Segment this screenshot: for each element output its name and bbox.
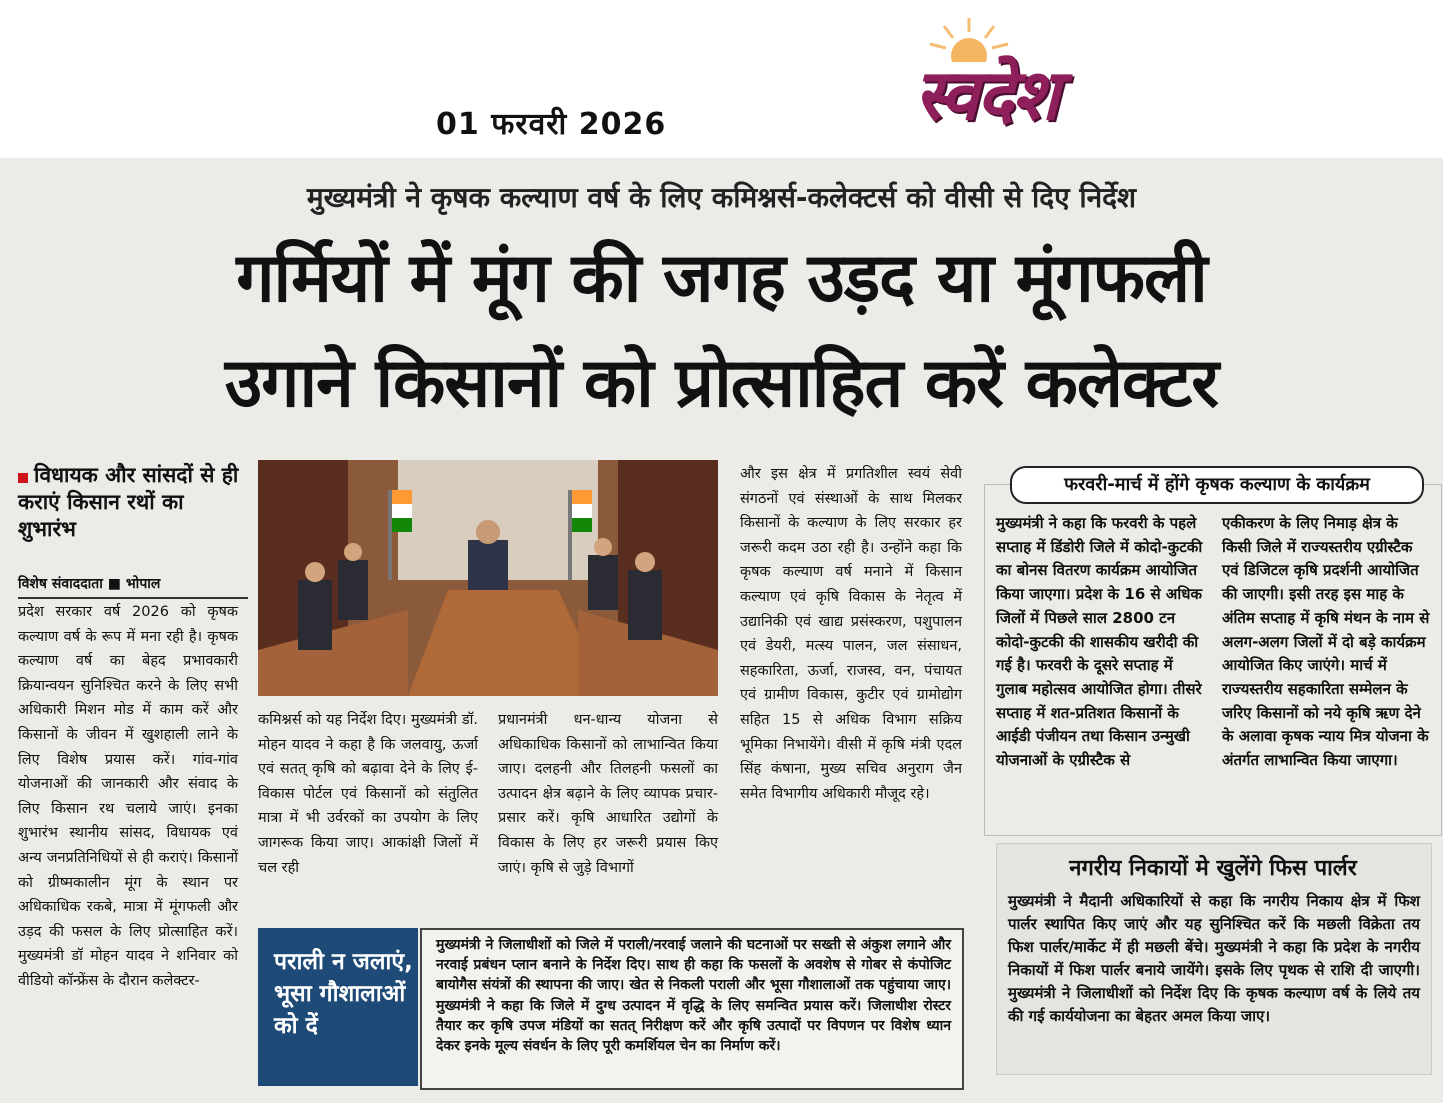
headline-line-1: गर्मियों में मूंग की जगह उड़द या मूंगफली: [236, 239, 1207, 318]
events-box-title: फरवरी-मार्च में होंगे कृषक कल्याण के कार्यक्रम: [1010, 466, 1424, 504]
article-column-1: प्रदेश सरकार वर्ष 2026 को कृषक कल्याण वर्ष के रूप में मना रही है। कृषक कल्याण वर्ष का बेहद प्रभावकारी क्रियान्वयन सुनिश्चित करने के लिए सभी अधिकारी मिशन मोड में काम करें और किसानों के जीवन में खुशहाली लाने के लिए विशेष प्रयास करें। गांव-गांव योजनाओं की जानकारी और संवाद के लिए किसान रथ चलाये जाएं। इनका शुभारंभ स्थानीय सांसद, विधायक एवं अन्य जनप्रतिनिधियों से ही कराएं। किसानों को ग्रीष्मकालीन मूंग के स्थान पर अधिकाधिक रकबे, मात्रा में मूंगफली और उड़द की फसल के लिए प्रोत्साहित करें। मुख्यमंत्री डॉ मोहन यादव ने शनिवार को वीडियो कॉन्फ्रेंस के दौरान कलेक्टर-: [18, 604, 238, 989]
article-column-3: प्रधानमंत्री धन-धान्य योजना से अधिकाधिक किसानों को लाभान्वित किया जाए। दलहनी और तिलहनी फसलों का उत्पादन क्षेत्र बढ़ाने के लिए व्यापक प्रचार-प्रसार करें। कृषि आधारित उद्योगों के विकास के लिए हर जरूरी प्रयास किए जाएं। कृषि से जुड़े विभागों: [498, 712, 718, 876]
subheadline: [18, 462, 248, 543]
headline-line-2: उगाने किसानों को प्रोत्साहित करें कलेक्टर: [224, 344, 1219, 423]
events-box-right-text: एकीकरण के लिए निमाड़ क्षेत्र के किसी जिले में राज्यस्तरीय एग्रीस्टैक एवं डिजिटल कृषि प्रदर्शनी आयोजित की जाएगी। इसी तरह इस माह के अंतिम सप्ताह में कृषि मंथन के नाम से अलग-अलग जिलों में दो बड़े कार्यक्रम आयोजित किए जाएंगे। मार्च में राज्यस्तरीय सहकारिता सम्मेलन के जरिए किसानों को नये कृषि ऋण देने के अलावा कृषक न्याय मित्र योजना के अंतर्गत लाभान्वित किया जाएगा।: [1222, 514, 1430, 770]
parali-title: पराली न जलाएं, भूसा गौशालाओं को दें: [274, 949, 413, 1039]
subheadline-text: विधायक और सांसदों से ही कराएं किसान रथों का शुभारंभ: [18, 463, 239, 541]
newspaper-logo: [776, 16, 1196, 150]
masthead: [0, 0, 1443, 158]
article-column-2: कमिश्नर्स को यह निर्देश दिए। मुख्यमंत्री डॉ. मोहन यादव ने कहा है कि जलवायु, ऊर्जा एवं सतत् कृषि को बढ़ावा देने के लिए ई-विकास पोर्टल एवं किसानों को संतुलित मात्रा में भी उर्वरकों का उपयोग के लिए जागरूक किया जाए। आकांक्षी जिलों में चल रही: [258, 712, 478, 876]
fish-parlour-title: नगरीय निकायों मे खुलेंगे फिस पार्लर: [1069, 856, 1357, 881]
bullet-square-icon: [18, 473, 28, 483]
events-box-left-text: मुख्यमंत्री ने कहा कि फरवरी के पहले सप्ताह में डिंडोरी जिले में कोदो-कुटकी का बोनस वितरण कार्यक्रम आयोजित किया जाएगा। प्रदेश के 16 से अधिक जिलों में पिछले साल 2800 टन कोदो-कुटकी की शासकीय खरीदी की गई है। फरवरी के दूसरे सप्ताह में गुलाब महोत्सव आयोजित होगा। तीसरे सप्ताह में शत-प्रतिशत किसानों के आईडी पंजीयन तथा किसान उन्मुखी योजनाओं के एग्रीस्टैक से: [996, 514, 1203, 770]
article-column-4: और इस क्षेत्र में प्रगतिशील स्वयं सेवी संगठनों एवं संस्थाओं के साथ मिलकर किसानों के कल्याण के लिए सरकार हर जरूरी कदम उठा रही है। उन्होंने कहा कि कृषक कल्याण वर्ष मनाने में किसान कल्याण एवं कृषि विकास के नेतृत्व में उद्यानिकी एवं खाद्य प्रसंस्करण, पशुपालन एवं डेयरी, मत्स्य पालन, जल संसाधन, सहकारिता, ऊर्जा, राजस्व, वन, पंचायत एवं ग्रामीण विकास, कुटीर एवं ग्रामोद्योग सहित 15 से अधिक विभाग सक्रिय भूमिका निभायेंगे। वीसी में कृषि मंत्री एदल सिंह कंषाना, मुख्य सचिव अनुराग जैन समेत विभागीय अधिकारी मौजूद रहे।: [740, 466, 962, 802]
publication-date: 01 फरवरी 2026: [436, 107, 667, 142]
fish-parlour-text: मुख्यमंत्री ने मैदानी अधिकारियों से कहा कि नगरीय निकाय क्षेत्र में फिश पार्लर स्थापित किए जाएं और यह सुनिश्चित करें कि मछली विक्रेता तय फिश पार्लर/मार्केट में ही मछली बेंचे। मुख्यमंत्री ने कहा कि प्रदेश के नगरीय निकायों में फिश पार्लर बनाये जायेंगे। इसके लिए पृथक से राशि दी जाएगी। मुख्यमंत्री ने जिलाधीशों को निर्देश दिए कि कृषक कल्याण वर्ष के लिये तय की गई कार्ययोजना का बेहतर अमल किया जाए।: [1008, 892, 1420, 1025]
parali-text: मुख्यमंत्री ने जिलाधीशों को जिले में पराली/नरवाई जलाने की घटनाओं पर सख्ती से अंकुश लगाने और नरवाई प्रबंधन प्लान बनाने के निर्देश दिए। साथ ही कहा कि फसलों के अवशेष से गोबर से कंपोजिट बायोगैस संयंत्रों की स्थापना की जाए। खेत से निकली पराली और भूसा गौशालाओं तक पहुंचाया जाए। मुख्यमंत्री ने कहा कि जिले में दुग्ध उत्पादन में वृद्धि के लिए समन्वित प्रयास करें। जिलाधीश रोस्टर तैयार कर कृषि उपज मंडियों का सतत् निरीक्षण करें और कृषि उत्पादों पर विपणन पर विशेष ध्यान देकर इनके मूल्य संवर्धन के लिए पूरी कमर्शियल चेन का निर्माण करें।: [436, 937, 951, 1055]
meeting-photo: [258, 460, 718, 696]
parali-title-box: [258, 928, 418, 1086]
strapline: मुख्यमंत्री ने कृषक कल्याण वर्ष के लिए कमिश्नर्स-कलेक्टर्स को वीसी से दिए निर्देश: [306, 181, 1137, 214]
byline: विशेष संवाददाता ■ भोपाल: [18, 574, 248, 599]
logo-text: स्वदेश: [914, 54, 1058, 136]
